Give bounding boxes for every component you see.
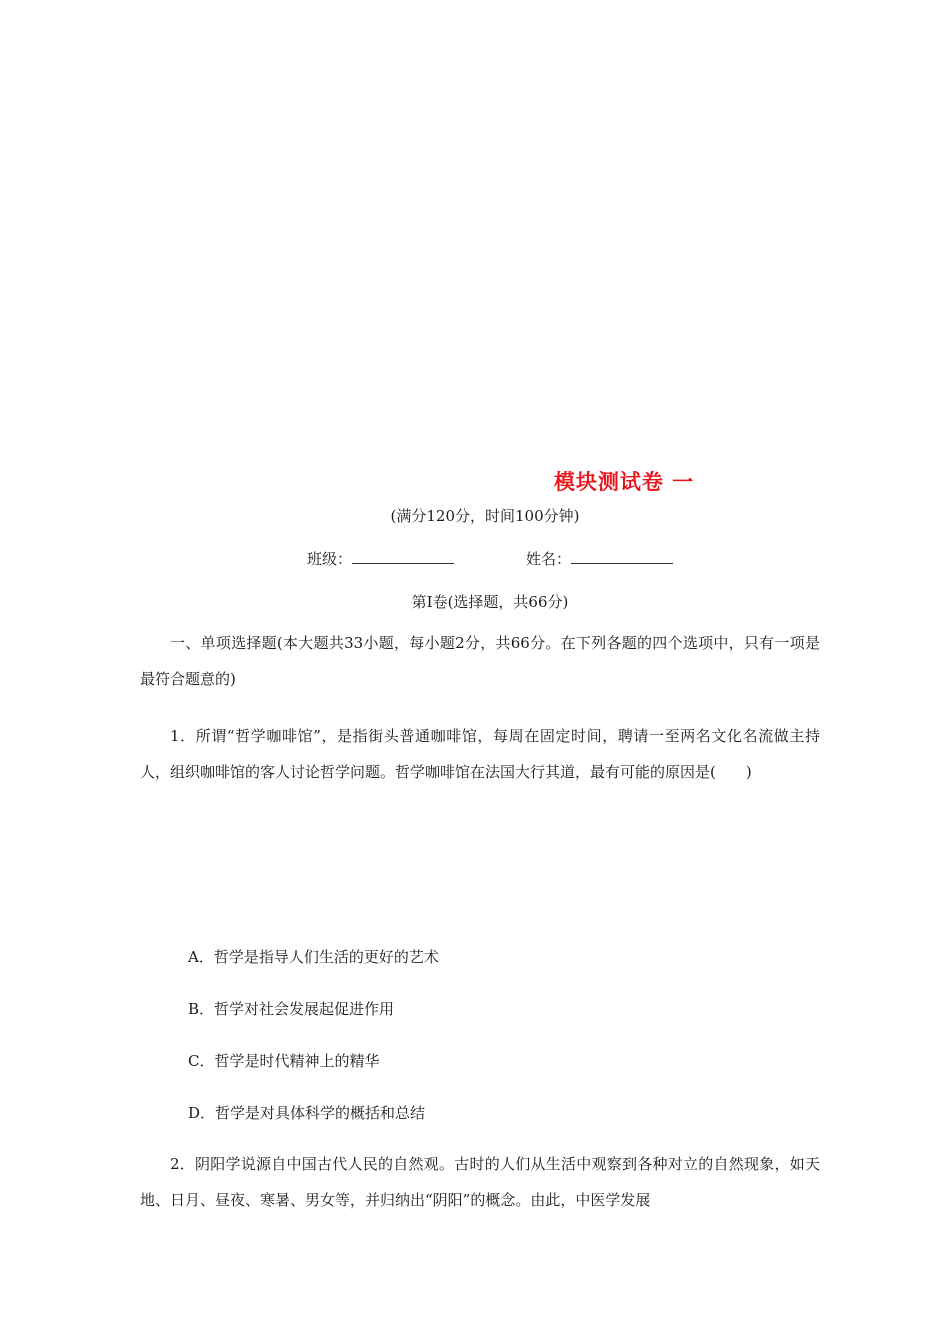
class-label: 班级： [307, 550, 353, 568]
question-1-option-b: B．哲学对社会发展起促进作用 [188, 1000, 395, 1018]
name-blank[interactable] [571, 549, 673, 564]
question-1-stem: 1．所谓“哲学咖啡馆”，是指街头普通咖啡馆，每周在固定时间，聘请一至两名文化名流做主持人，组织咖啡馆的客人讨论哲学问题。哲学咖啡馆在法国大行其道，最有可能的原因是( ) [140, 727, 820, 781]
exam-title: 模块测试卷 一 [553, 470, 695, 494]
name-field [526, 548, 673, 569]
class-field [307, 548, 454, 569]
question-1-option-d: D．哲学是对具体科学的概括和总结 [188, 1104, 426, 1122]
class-blank[interactable] [352, 549, 454, 564]
question-1-option-a: A．哲学是指导人们生活的更好的艺术 [188, 948, 439, 966]
question-2-stem: 2．阴阳学说源自中国古代人民的自然观。古时的人们从生活中观察到各种对立的自然现象，如天地、日月、昼夜、寒暑、男女等，并归纳出“阴阳”的概念。由此，中医学发展 [140, 1155, 820, 1209]
exam-subtitle: (满分120分，时间100分钟) [390, 507, 580, 525]
section-instructions: 一、单项选择题(本大题共33小题，每小题2分，共66分。在下列各题的四个选项中，只有一项是最符合题意的) [140, 634, 820, 688]
question-1-option-c: C．哲学是时代精神上的精华 [188, 1052, 380, 1070]
name-label: 姓名： [526, 550, 572, 568]
section-title: 第Ⅰ卷(选择题，共66分) [411, 593, 569, 611]
